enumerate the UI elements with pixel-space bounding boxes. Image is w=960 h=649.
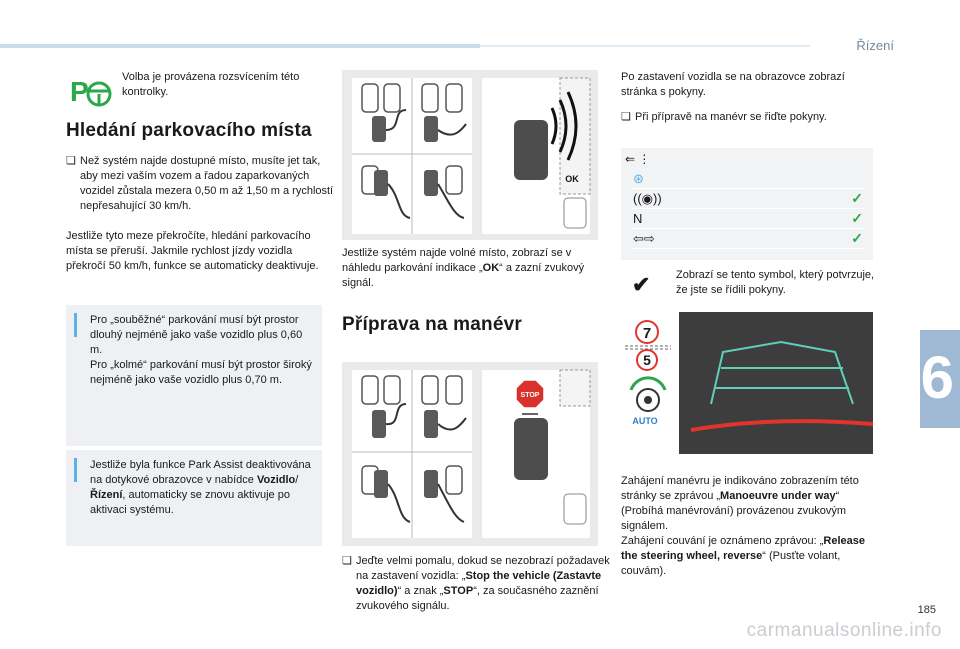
para-part: “ (Pusťte volant, couvám). [621, 550, 841, 577]
para-part: Zahájení manévru je indikováno zobrazením této stránky se zprávou „ [621, 475, 859, 502]
instruction-screen [621, 148, 873, 260]
check-icon: ✓ [851, 210, 863, 226]
parking-diagram-2 [342, 362, 598, 546]
para-bold-manoeuvre: Manoeuvre under way [720, 490, 836, 502]
note-separator: / [295, 474, 299, 486]
para-manoeuvre [621, 474, 877, 534]
figure-space-found [342, 70, 598, 240]
para-stopped: Po zastavení vozidla se na obrazovce zobrazí stránka s pokyny. [621, 71, 845, 98]
header-rule [0, 44, 480, 48]
check-icon: ✓ [851, 190, 863, 206]
watermark: carmanualsonline.info [746, 620, 942, 641]
bullet-instructions [621, 110, 891, 125]
neutral-gear-label: N [633, 211, 643, 226]
confirm-check-icon: ✔ [632, 272, 651, 297]
note-text-part: Jestliže byla funkce Park Assist deaktivována na dotykové obrazovce v nabídce [90, 459, 311, 486]
para-part: “ (Probíhá manévrování) provázenou zvukovým signálem. [621, 490, 846, 532]
caption-part: “ a zazní zvukový signál. [342, 262, 585, 289]
para-limits: Jestliže tyto meze překročíte, hledání parkovacího místa se přeruší. Jakmile rychlost jízdy vozidla překročí 50 km/h, funkce se automaticky deaktivuje. [66, 230, 319, 272]
note-marker [74, 458, 77, 482]
note-text-part: , automaticky se znovu aktivuje po aktivaci systému. [90, 489, 290, 516]
screen-row-neutral [631, 210, 865, 229]
note-bold-vehicle: Vozidlo [256, 474, 296, 486]
bullet-part: “, za současného zaznění zvukového signálu. [356, 585, 599, 612]
bullet-stop [342, 554, 612, 614]
park-assist-indicator-icon [68, 74, 114, 108]
sensor-wave-icon: ((◉)) [633, 191, 662, 206]
bullet-part: “ a znak „ [397, 585, 444, 597]
badge-bottom: 5 [643, 352, 651, 368]
parking-diagram-1 [342, 70, 598, 240]
caption-part: Jestliže systém najde volné místo, zobrazí se v náhledu parkování indikace „ [342, 247, 572, 274]
camera-view [621, 312, 873, 454]
para-bold-reverse: Release the steering wheel, reverse [621, 535, 865, 562]
bullet-marker: ❏ [621, 111, 631, 123]
auto-label: AUTO [632, 416, 658, 426]
chapter-number: 6 [920, 344, 954, 411]
svg-text:P: P [70, 76, 89, 107]
note-box-dimensions [66, 305, 322, 446]
caption-space-found [342, 246, 598, 291]
check-explanation: Zobrazí se tento symbol, který potvrzuje, že jste se řídili pokyny. [676, 269, 875, 296]
screen-row-assist [631, 170, 865, 189]
heading-parking-search: Hledání parkovacího místa [66, 120, 312, 141]
note-perpendicular: Pro „kolmé“ parkování musí být prostor široký nejméně jako vaše vozidlo plus 0,70 m. [90, 359, 312, 386]
park-assist-icon: ⊛ [633, 171, 644, 186]
note-bold-driving: Řízení [90, 489, 123, 501]
bullet-marker: ❏ [66, 155, 76, 167]
bullet-part: Jeďte velmi pomalu, dokud se nezobrazí požadavek na zastavení vozidla: „ [356, 555, 610, 582]
screen-row-direction [631, 230, 865, 249]
bullet-instructions-text: Při přípravě na manévr se řiďte pokyny. [635, 111, 827, 123]
note-parallel: Pro „souběžné“ parkování musí být prostor dlouhý nejméně jako vaše vozidlo plus 0,60 m. [90, 314, 303, 356]
note-box-reactivation [66, 450, 322, 546]
para-reverse [621, 534, 877, 579]
bullet-search [66, 154, 336, 214]
bullet-marker: ❏ [342, 555, 352, 567]
section-title: Řízení [856, 38, 894, 53]
direction-arrows-icon: ⇦⇨ [633, 231, 655, 246]
bullet-bold-stop: STOP [443, 585, 474, 597]
check-icon: ✓ [851, 230, 863, 246]
note-marker [74, 313, 77, 337]
stop-label: STOP [520, 392, 540, 399]
indicator-text: Volba je provázena rozsvícením této kontrolky. [122, 71, 300, 98]
badge-top: 7 [642, 325, 652, 342]
heading-preparation: Příprava na manévr [342, 314, 522, 335]
ok-label: OK [565, 174, 579, 184]
back-arrow-icon: ⇐ ⋮ [625, 152, 651, 166]
camera-screen [621, 312, 873, 454]
header-rule-light [480, 45, 810, 47]
figure-stop [342, 362, 598, 546]
note-reactivation [90, 458, 314, 518]
para-part: Zahájení couvání je oznámeno zprávou: „ [621, 535, 824, 547]
bullet-search-text: Než systém najde dostupné místo, musíte jet tak, aby mezi vaším vozem a řadou zaparkovaných vozidel zůstala mezera 0,50 m až 1,50 m a rychlostí nepřesahující 30 km/h. [80, 155, 334, 212]
page-number: 185 [917, 604, 936, 616]
screen-row-sensors [631, 190, 865, 209]
bullet-bold-stop-vehicle: Stop the vehicle (Zastavte vozidlo) [356, 570, 602, 597]
caption-bold-ok: OK [482, 262, 500, 274]
